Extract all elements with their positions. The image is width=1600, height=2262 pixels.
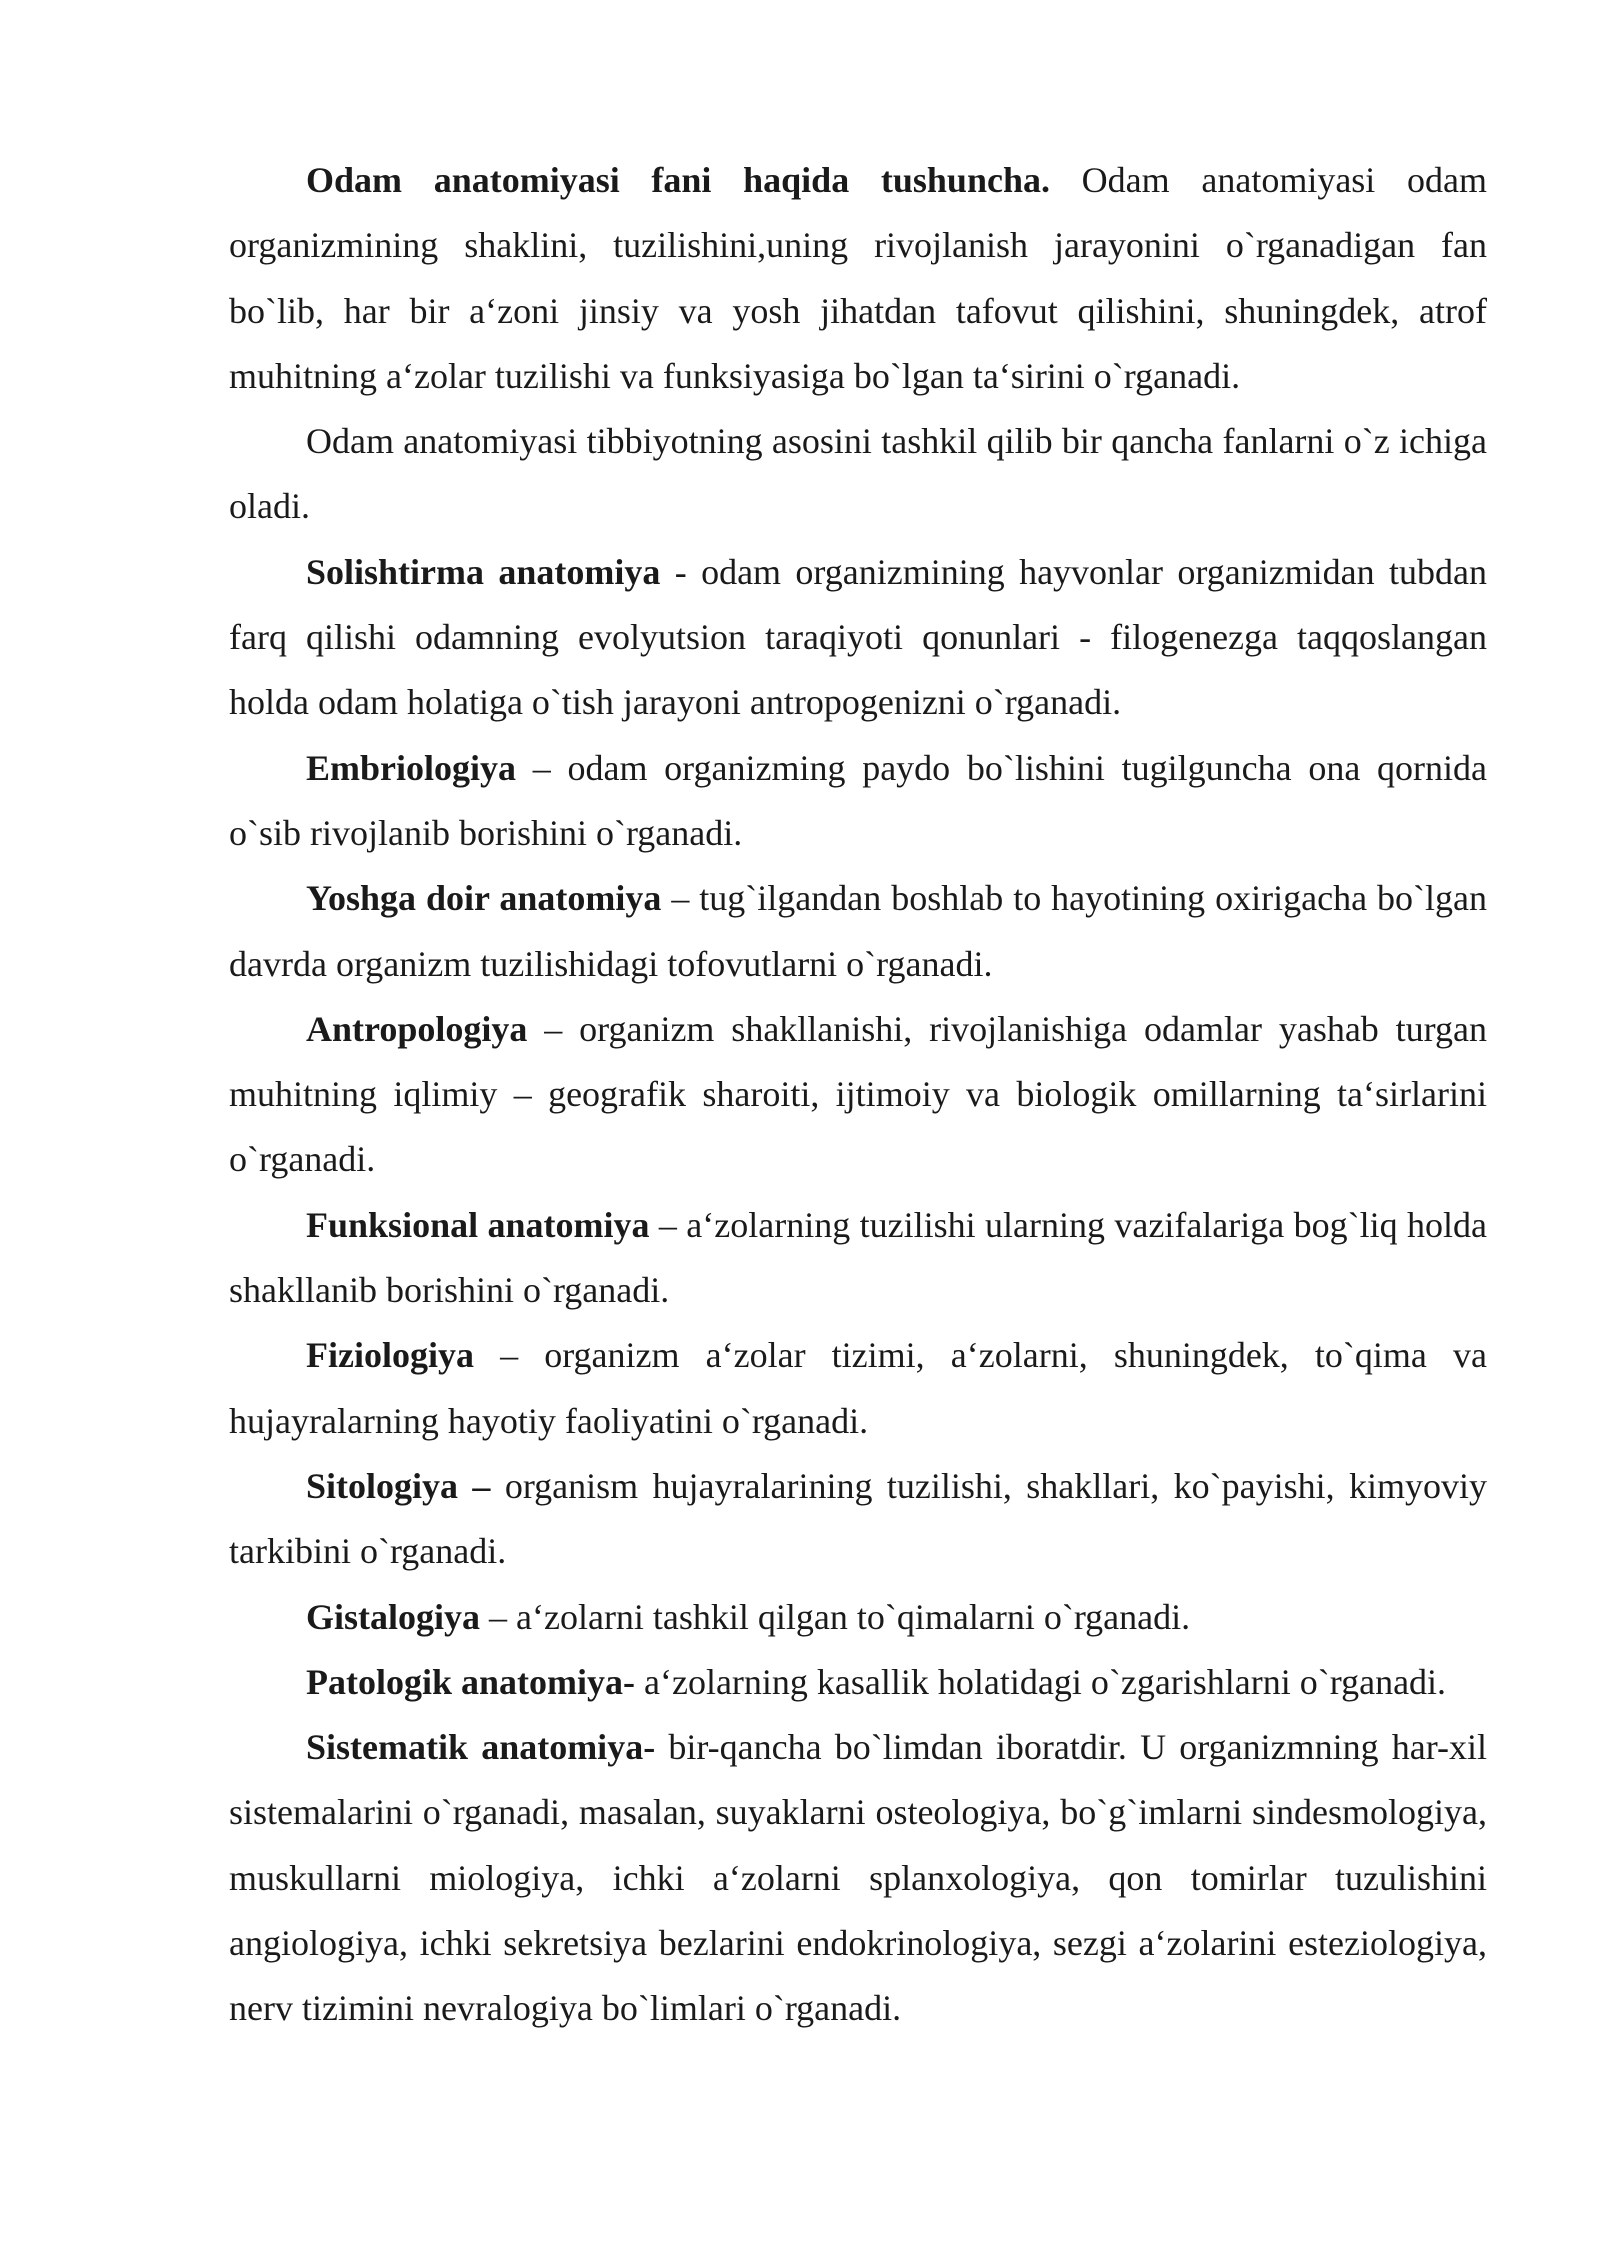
paragraph-sitologiya [229, 1454, 1487, 1585]
paragraph-fiziologiya [229, 1323, 1487, 1454]
paragraph-term: Embriologiya [306, 747, 517, 788]
paragraph-gistalogiya [229, 1585, 1487, 1650]
paragraph-text: – a‘zolarning tuzilishi ularning vazifalariga bog`liq holda shakllanib borishini o`rganadi. [229, 1204, 1488, 1311]
paragraph-text: Odam anatomiyasi odam organizmining shaklini, tuzilishini,uning rivojlanish jarayonini o`rganadigan fan bo`lib, har bir a‘zoni jinsiy va yosh jihatdan tafovut qilishini, shuningdek, atrof muhitning a‘zolar tuzilishi va funksiyasiga bo`lgan ta‘sirini o`rganadi. [229, 160, 1487, 396]
paragraph-term: Yoshga doir anatomiya [306, 878, 662, 919]
paragraph-term: Patologik anatomiya- [306, 1661, 635, 1702]
paragraph-funksional-anatomiya [229, 1193, 1487, 1324]
paragraph-yoshga-doir-anatomiya [229, 866, 1487, 997]
paragraph-text: bir-qancha bo`limdan iboratdir. U organizmning har-xil sistemalarini o`rganadi, masalan, suyaklarni osteologiya, bo`g`imlarni sindesmologiya, muskullarni miologiya, ichki a‘zolarni splanxologiya, qon tomirlar tuzulishini angiologiya, ichki sekretsiya bezlarini endokrinologiya, sezgi a‘zolarini esteziologiya, nerv tizimini nevralogiya bo`limlari o`rganadi. [229, 1727, 1487, 2029]
paragraph-text: – odam organizming paydo bo`lishini tugilguncha ona qornida o`sib rivojlanib borishini o`rganadi. [229, 747, 1487, 853]
paragraph-term: Gistalogiya [306, 1596, 481, 1637]
paragraph-text: a‘zolarning kasallik holatidagi o`zgarishlarni o`rganadi. [635, 1661, 1447, 1702]
paragraph-text: - odam organizmining hayvonlar organizmidan tubdan farq qilishi odamning evolyutsion taraqiyoti qonunlari - filogenezga taqqoslangan holda odam holatiga o`tish jarayoni antropogenizni o`rganadi. [229, 551, 1487, 723]
paragraph-sistematik-anatomiya [229, 1715, 1487, 2041]
paragraph-solishtirma-anatomiya [229, 540, 1487, 736]
paragraph-term: Fiziologiya [306, 1335, 474, 1376]
paragraph-text: Odam anatomiyasi tibbiyotning asosini tashkil qilib bir qancha fanlarni o`z ichiga oladi. [229, 421, 1487, 527]
paragraph-term: Sistematik anatomiya- [306, 1727, 656, 1768]
paragraph-text: – a‘zolarni tashkil qilgan to`qimalarni o`rganadi. [480, 1596, 1191, 1637]
document-page [229, 148, 1487, 2042]
paragraph-embriologiya [229, 736, 1487, 867]
paragraph-text: – organizm shakllanishi, rivojlanishiga odamlar yashab turgan muhitning iqlimiy – geografik sharoiti, ijtimoiy va biologik omillarning ta‘sirlarini o`rganadi. [229, 1008, 1487, 1180]
paragraph-term: Sitologiya – [306, 1465, 491, 1506]
paragraph-term: Solishtirma anatomiya [306, 551, 661, 592]
paragraph-patologik-anatomiya [229, 1650, 1487, 1715]
paragraph-text: – tug`ilgandan boshlab to hayotining oxirigacha bo`lgan davrda organizm tuzilishidagi tofovutlarni o`rganadi. [229, 878, 1487, 984]
paragraph-tibbiyot-asosi [229, 409, 1487, 540]
paragraph-text: organism hujayralarining tuzilishi, shakllari, ko`payishi, kimyoviy tarkibini o`rganadi. [229, 1465, 1488, 1572]
paragraph-antropologiya [229, 997, 1487, 1193]
paragraph-term: Odam anatomiyasi fani haqida tushuncha. [306, 160, 1050, 200]
paragraph-odam-anatomiyasi [229, 148, 1487, 409]
paragraph-text: – organizm a‘zolar tizimi, a‘zolarni, shuningdek, to`qima va hujayralarning hayotiy faoliyatini o`rganadi. [229, 1335, 1487, 1441]
paragraph-term: Funksional anatomiya [306, 1204, 650, 1245]
paragraph-term: Antropologiya [306, 1008, 528, 1049]
